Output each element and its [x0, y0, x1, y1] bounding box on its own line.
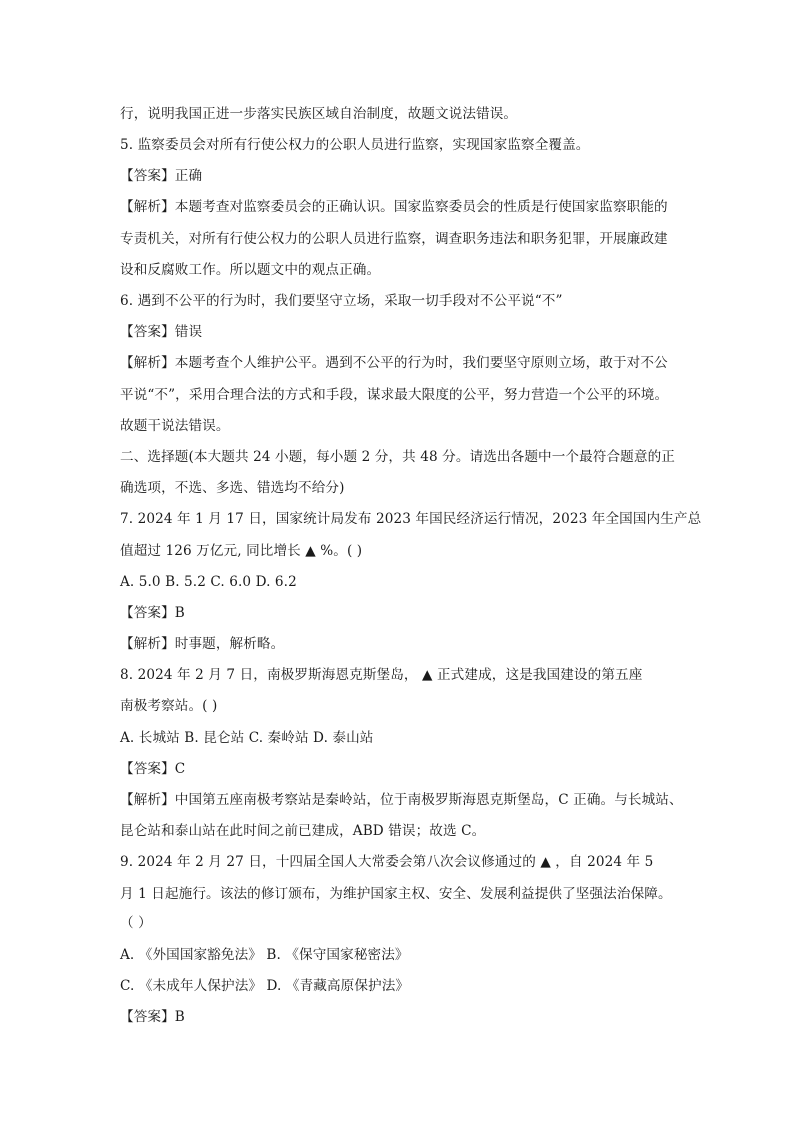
question-9-line-2: 月 1 日起施行。该法的修订颁布，为维护国家主权、安全、发展利益提供了坚强法治保障。	[120, 886, 672, 902]
analysis-6-line-1: 【解析】本题考查个人维护公平。遇到不公平的行为时，我们要坚守原则立场，敢于对不公	[120, 355, 668, 371]
question-8-line-1: 8. 2024 年 2 月 7 日，南极罗斯海恩克斯堡岛， ▲ 正式建成，这是我国建设的第五座	[120, 667, 643, 683]
analysis-8-line-1: 【解析】中国第五座南极考察站是秦岭站，位于南极罗斯海恩克斯堡岛，C 正确。与长城站、	[120, 792, 683, 808]
analysis-6-line-2: 平说“不”，采用合理合法的方式和手段，谋求最大限度的公平，努力营造一个公平的环境。	[120, 387, 669, 403]
answer-5: 【答案】正确	[120, 168, 203, 184]
options-8: A. 长城站 B. 昆仑站 C. 秦岭站 D. 泰山站	[120, 730, 374, 746]
answer-7: 【答案】B	[120, 605, 185, 621]
answer-8: 【答案】C	[120, 761, 186, 777]
section-heading-line-2: 确选项，不选、多选、错选均不给分)	[120, 480, 345, 496]
answer-9: 【答案】B	[120, 1009, 185, 1025]
question-5: 5. 监察委员会对所有行使公权力的公职人员进行监察，实现国家监察全覆盖。	[120, 137, 590, 153]
analysis-6-line-3: 故题干说法错误。	[120, 418, 230, 434]
question-6: 6. 遇到不公平的行为时，我们要坚守立场，采取一切手段对不公平说“不”	[120, 293, 563, 309]
question-9-line-1: 9. 2024 年 2 月 27 日，十四届全国人大常委会第八次会议修通过的 ▲ ，自 2024 年 5	[120, 854, 654, 870]
question-8-line-2: 南极考察站。( )	[120, 698, 218, 714]
analysis-8-line-2: 昆仑站和泰山站在此时间之前已建成，ABD 错误；故选 C。	[120, 823, 486, 839]
analysis-5-line-3: 设和反腐败工作。所以题文中的观点正确。	[120, 262, 381, 278]
options-9-line-2: C. 《未成年人保护法》 D. 《青藏高原保护法》	[120, 978, 410, 994]
text-line-prev-continuation: 行，说明我国正进一步落实民族区域自治制度，故题文说法错误。	[120, 106, 518, 122]
options-7: A. 5.0 B. 5.2 C. 6.0 D. 6.2	[120, 574, 297, 590]
analysis-7: 【解析】时事题，解析略。	[120, 636, 285, 652]
analysis-5-line-1: 【解析】本题考查对监察委员会的正确认识。国家监察委员会的性质是行使国家监察职能的	[120, 199, 668, 215]
analysis-5-line-2: 专责机关，对所有行使公权力的公职人员进行监察，调查职务违法和职务犯罪，开展廉政建	[120, 231, 668, 247]
question-7-line-1: 7. 2024 年 1 月 17 日，国家统计局发布 2023 年国民经济运行情况，2023 年全国国内生产总	[120, 511, 702, 527]
question-7-line-2: 值超过 126 万亿元, 同比增长 ▲ %。( )	[120, 543, 363, 559]
answer-6: 【答案】错误	[120, 324, 203, 340]
section-heading-line-1: 二、选择题(本大题共 24 小题，每小题 2 分，共 48 分。请选出各题中一个最符合题意的正	[120, 449, 675, 465]
options-9-line-1: A. 《外国国家豁免法》 B. 《保守国家秘密法》	[120, 947, 409, 963]
question-9-line-3: （ ）	[120, 915, 152, 931]
